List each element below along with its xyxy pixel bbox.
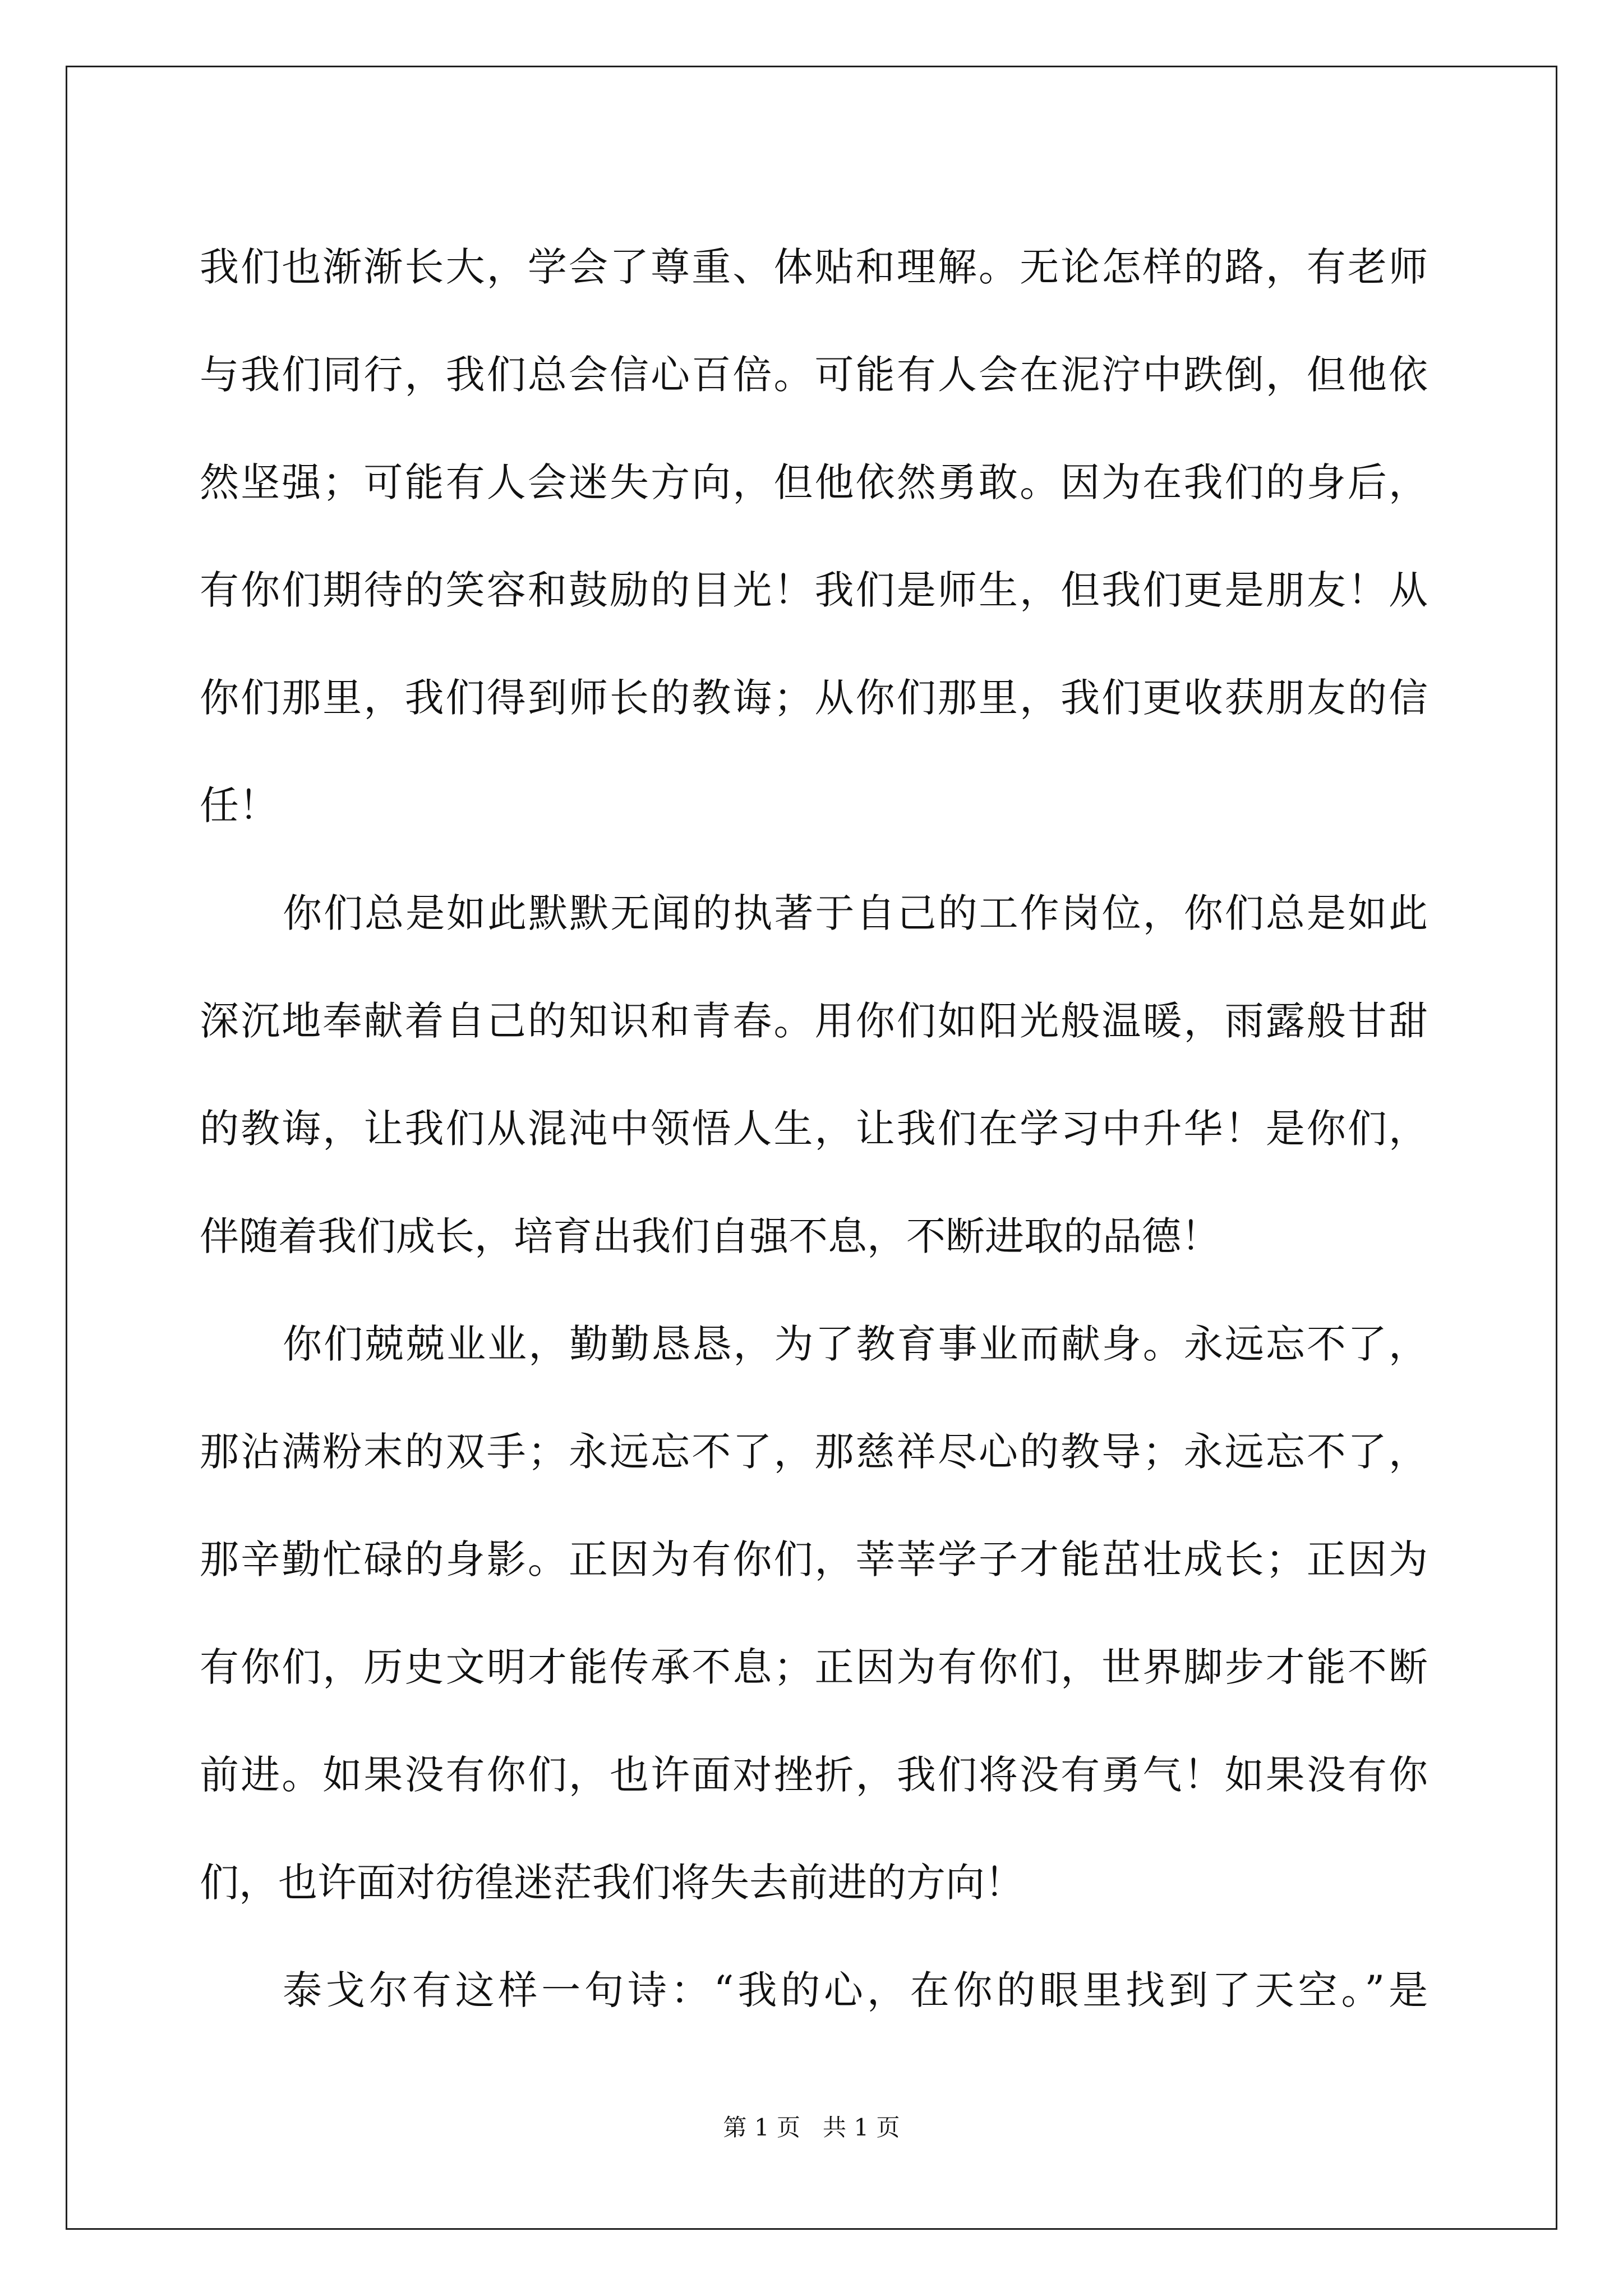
text-line: 你们兢兢业业，勤勤恳恳，为了教育事业而献身。永远忘不了，: [283, 1321, 1428, 1367]
paragraph-2: [200, 859, 1428, 1290]
text-line: 然坚强；可能有人会迷失方向，但他依然勇敢。因为在我们的身后，: [200, 459, 1428, 505]
text-line: 那辛勤忙碌的身影。正因为有你们，莘莘学子才能茁壮成长；正因为: [200, 1536, 1428, 1582]
text-line: 前进。如果没有你们，也许面对挫折，我们将没有勇气！如果没有你: [200, 1752, 1428, 1798]
text-line: 你们那里，我们得到师长的教诲；从你们那里，我们更收获朋友的信: [200, 675, 1428, 721]
document-body: [200, 213, 1428, 2044]
page-footer: 第 1 页 共 1 页: [723, 2114, 900, 2141]
text-line: 们，也许面对彷徨迷茫我们将失去前进的方向！: [200, 1860, 1024, 1906]
text-line: 你们总是如此默默无闻的执著于自己的工作岗位，你们总是如此: [283, 890, 1428, 936]
text-line: 伴随着我们成长，培育出我们自强不息，不断进取的品德！: [200, 1213, 1220, 1259]
text-line: 与我们同行，我们总会信心百倍。可能有人会在泥泞中跌倒，但他依: [200, 352, 1428, 398]
text-line: 那沾满粉末的双手；永远忘不了，那慈祥尽心的教导；永远忘不了，: [200, 1429, 1428, 1475]
text-line: 的教诲，让我们从混沌中领悟人生，让我们在学习中升华！是你们，: [200, 1106, 1428, 1152]
text-line: 我们也渐渐长大，学会了尊重、体贴和理解。无论怎样的路，有老师: [200, 244, 1428, 290]
text-line: 泰戈尔有这样一句诗：“我的心，在你的眼里找到了天空。”是: [283, 1967, 1428, 2013]
paragraph-1: [200, 213, 1428, 859]
paragraph-4: [200, 1936, 1428, 2044]
text-line: 任！: [200, 783, 278, 829]
paragraph-3: [200, 1290, 1428, 1936]
text-line: 有你们期待的笑容和鼓励的目光！我们是师生，但我们更是朋友！从: [200, 567, 1428, 613]
text-line: 有你们，历史文明才能传承不息；正因为有你们，世界脚步才能不断: [200, 1644, 1428, 1690]
text-line: 深沉地奉献着自己的知识和青春。用你们如阳光般温暖，雨露般甘甜: [200, 998, 1428, 1044]
